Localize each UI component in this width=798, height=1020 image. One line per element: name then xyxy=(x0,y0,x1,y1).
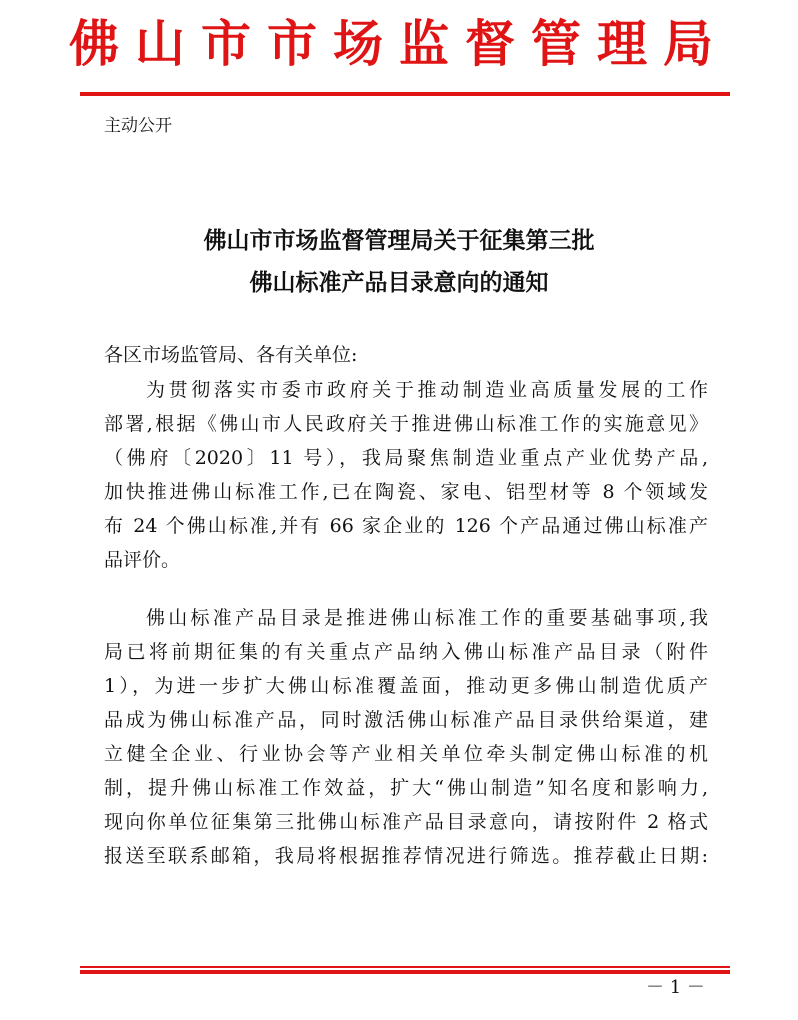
body-paragraph-2 xyxy=(104,601,708,873)
body-paragraph-1 xyxy=(104,373,708,577)
paragraph-line: 立健全企业、行业协会等产业相关单位牵头制定佛山标准的机 xyxy=(104,743,708,765)
paragraph-line: 1），为进一步扩大佛山标准覆盖面，推动更多佛山制造优质产 xyxy=(104,675,708,697)
page-number: － 1 － xyxy=(646,977,705,998)
paragraph-line: 佛山标准产品目录是推进佛山标准工作的重要基础事项,我 xyxy=(146,607,708,629)
document-title xyxy=(0,220,798,304)
title-line-2: 佛山标准产品目录意向的通知 xyxy=(249,269,549,296)
paragraph-line: 品评价。 xyxy=(104,549,181,571)
paragraph-line: 为贯彻落实市委市政府关于推动制造业高质量发展的工作 xyxy=(146,379,708,401)
paragraph-line: 现向你单位征集第三批佛山标准产品目录意向，请按附件 2 格式 xyxy=(104,811,708,833)
salutation: 各区市场监管局、各有关单位: xyxy=(104,344,358,366)
footer-red-rule-thick xyxy=(80,970,730,974)
paragraph-line: 加快推进佛山标准工作,已在陶瓷、家电、铝型材等 8 个领域发 xyxy=(104,481,708,503)
letterhead-red-rule xyxy=(80,92,730,96)
title-line-1: 佛山市市场监督管理局关于征集第三批 xyxy=(203,227,595,254)
paragraph-line: 品成为佛山标准产品，同时激活佛山标准产品目录供给渠道，建 xyxy=(104,709,708,731)
paragraph-line: 制，提升佛山标准工作效益，扩大“佛山制造”知名度和影响力, xyxy=(104,777,708,799)
paragraph-line: 部署,根据《佛山市人民政府关于推进佛山标准工作的实施意见》 xyxy=(104,413,708,435)
paragraph-line: （佛府〔2020〕11 号），我局聚焦制造业重点产业优势产品, xyxy=(104,447,708,469)
paragraph-line: 报送至联系邮箱，我局将根据推荐情况进行筛选。推荐截止日期: xyxy=(104,845,708,867)
paragraph-line: 局已将前期征集的有关重点产品纳入佛山标准产品目录（附件 xyxy=(104,641,708,663)
paragraph-line: 布 24 个佛山标准,并有 66 家企业的 126 个产品通过佛山标准产 xyxy=(104,515,708,537)
letterhead-org-name: 佛山市市场监督管理局 xyxy=(69,14,729,73)
footer-red-rule-thin xyxy=(80,966,730,968)
disclosure-label: 主动公开 xyxy=(104,116,172,136)
